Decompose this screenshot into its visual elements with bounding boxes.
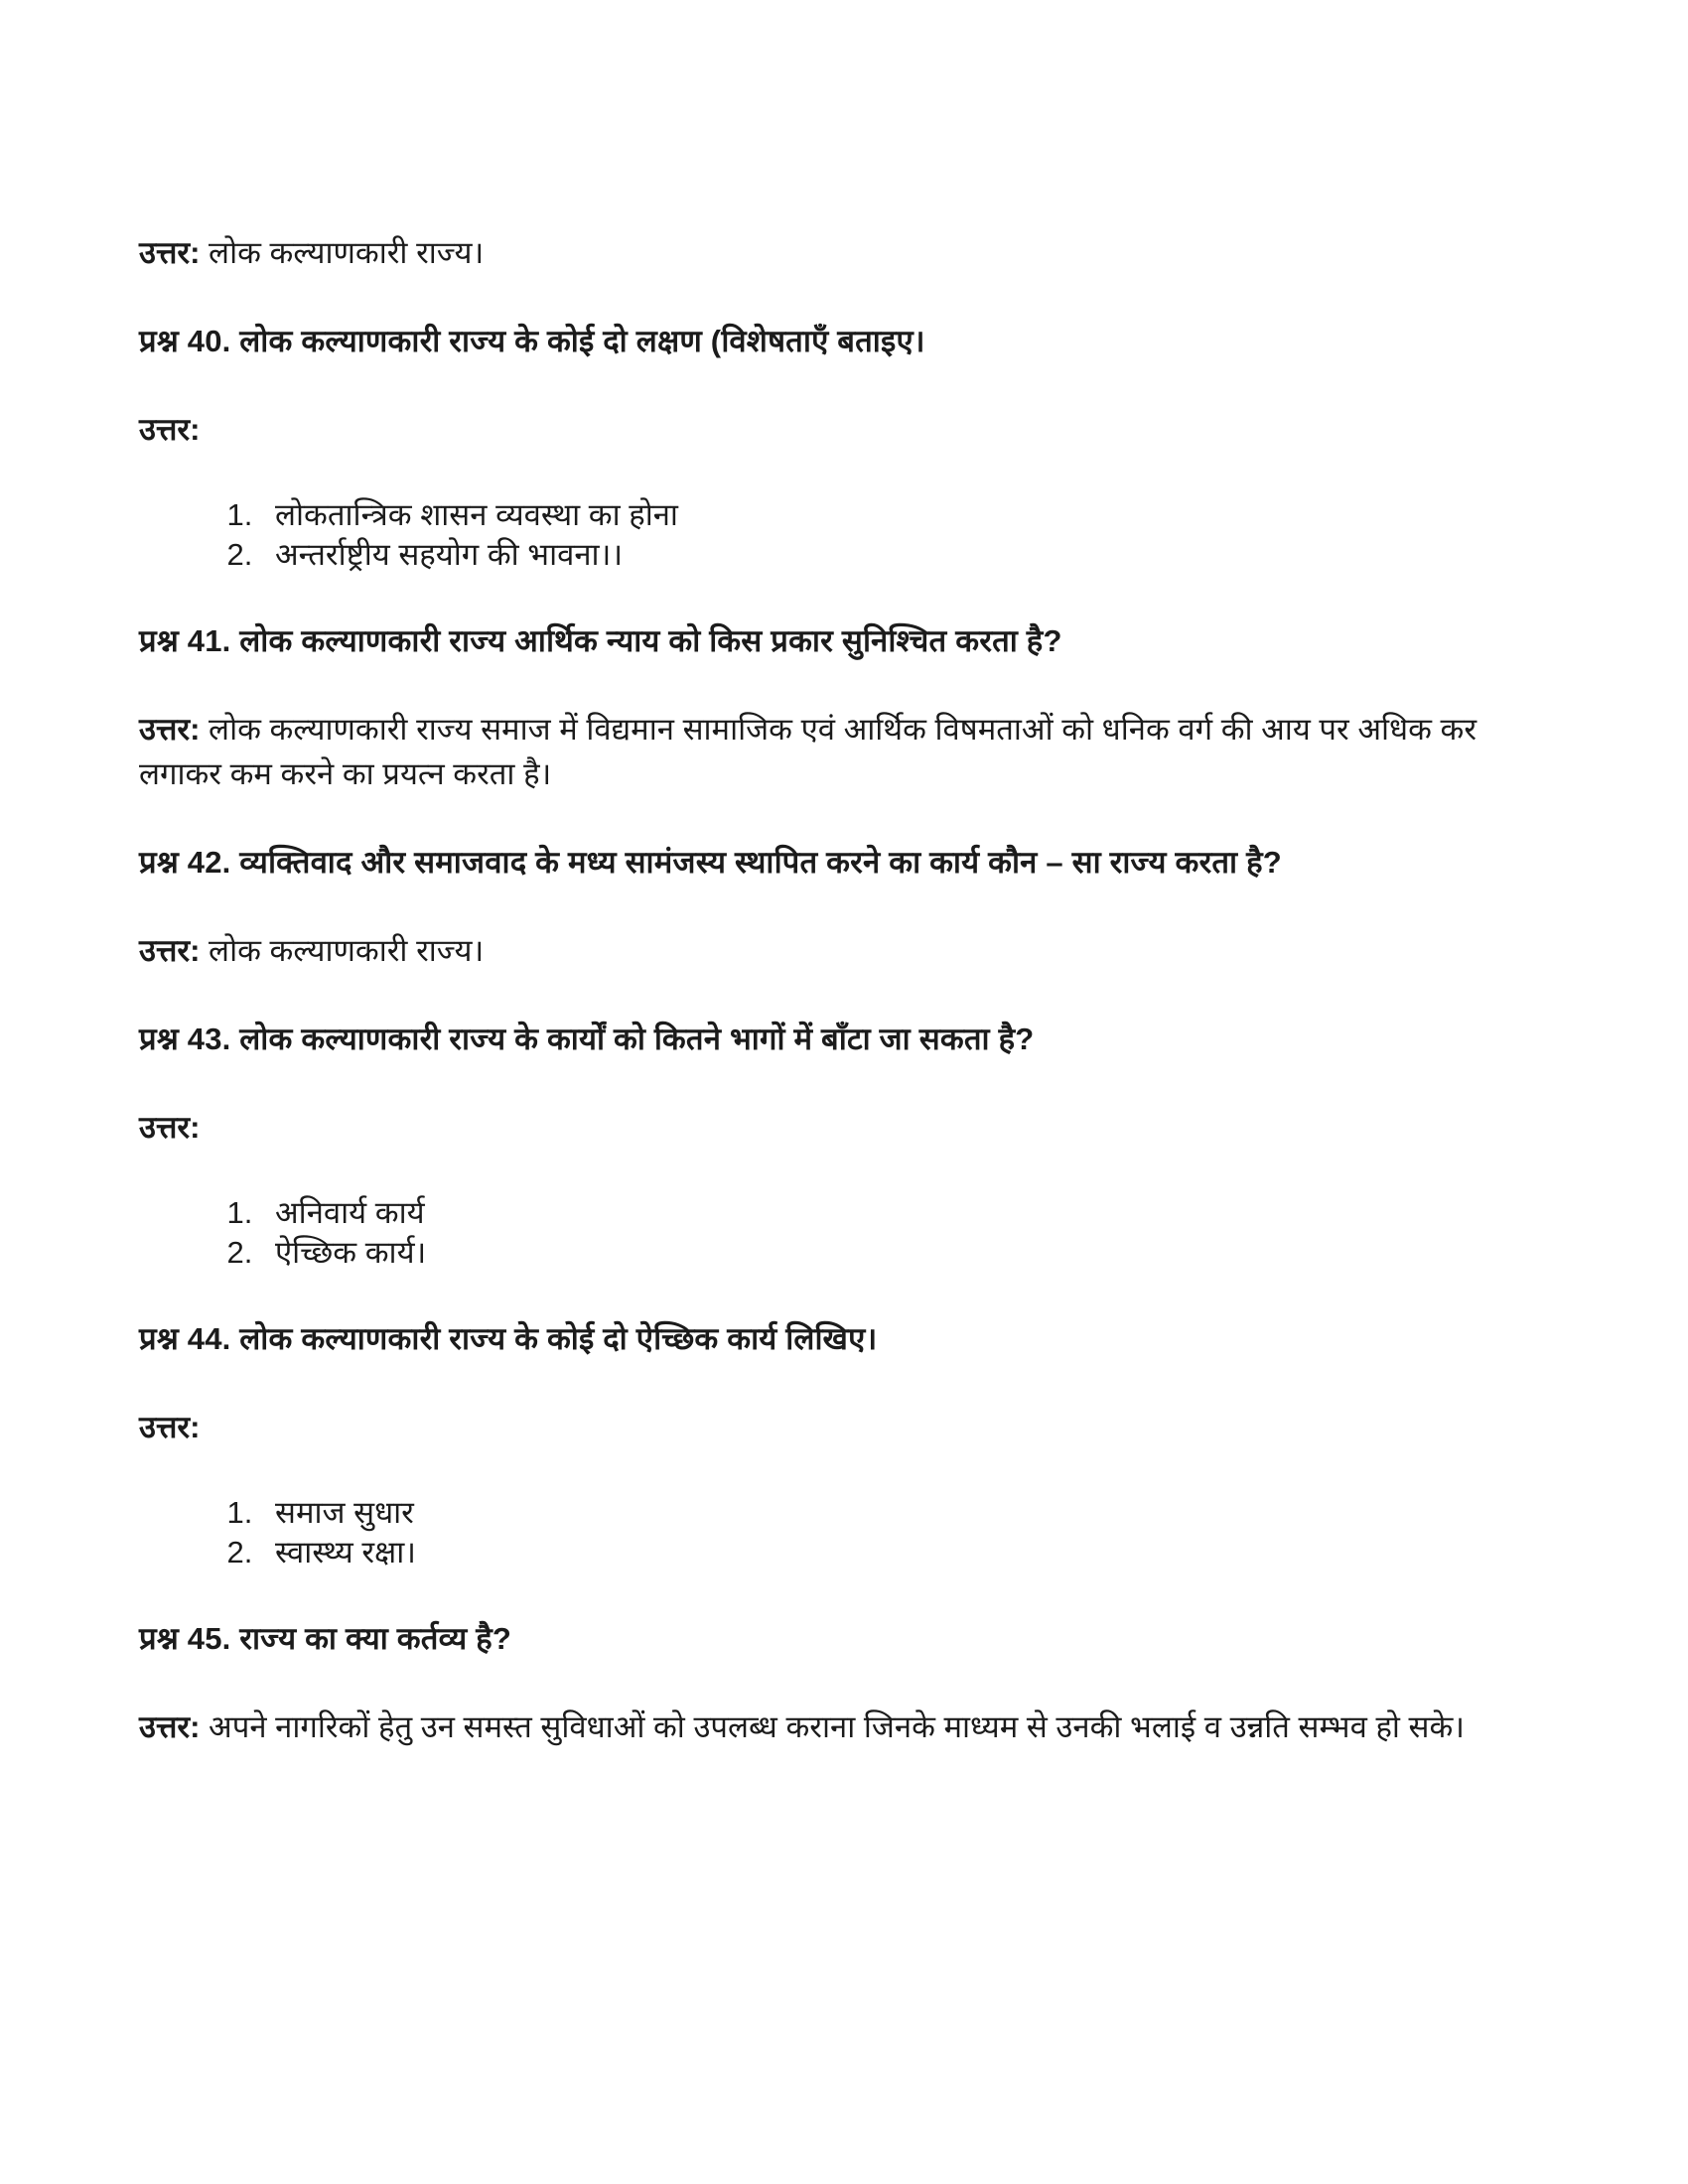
- answer-45-label: उत्तर:: [139, 1709, 201, 1744]
- answer-44-label: उत्तर:: [139, 1410, 201, 1444]
- answer-39-text: लोक कल्याणकारी राज्य।: [209, 235, 485, 270]
- answer-41: [139, 707, 1559, 796]
- answer-39: [139, 230, 1559, 275]
- question-44-heading: प्रश्न 44. लोक कल्याणकारी राज्य के कोई दो ऐच्छिक कार्य लिखिए।: [139, 1321, 878, 1356]
- answer-43-item-2: 2. ऐच्छिक कार्य।: [261, 1233, 1559, 1273]
- answer-44-list: [139, 1493, 1559, 1572]
- answer-43-item-1: 1. अनिवार्य कार्य: [261, 1193, 1559, 1233]
- question-43-heading: प्रश्न 43. लोक कल्याणकारी राज्य के कार्यों को कितने भागों में बाँटा जा सकता है?: [139, 1022, 1035, 1056]
- answer-40-item-1: 1. लोकतान्त्रिक शासन व्यवस्था का होना: [261, 495, 1559, 535]
- answer-40-label-row: [139, 407, 1559, 452]
- answer-42-label: उत्तर:: [139, 933, 201, 968]
- answer-44-item-1: 1. समाज सुधार: [261, 1493, 1559, 1533]
- answer-43-label-row: [139, 1105, 1559, 1150]
- answer-40-label: उत्तर:: [139, 412, 201, 447]
- question-42-heading: प्रश्न 42. व्यक्तिवाद और समाजवाद के मध्य सामंजस्य स्थापित करने का कार्य कौन – सा राज्य करता है?: [139, 845, 1282, 880]
- answer-40-list: [139, 495, 1559, 575]
- answer-42-text: लोक कल्याणकारी राज्य।: [209, 933, 485, 968]
- answer-43-list: [139, 1193, 1559, 1273]
- answer-41-text: लोक कल्याणकारी राज्य समाज में विद्यमान सामाजिक एवं आर्थिक विषमताओं को धनिक वर्ग की आय पर अधिक कर लगाकर कम करने का प्रयत्न करता है।: [139, 712, 1477, 791]
- answer-40-item-2: 2. अन्तर्राष्ट्रीय सहयोग की भावना।।: [261, 535, 1559, 575]
- answer-44-item-2: 2. स्वास्थ्य रक्षा।: [261, 1533, 1559, 1572]
- question-41-heading: प्रश्न 41. लोक कल्याणकारी राज्य आर्थिक न्याय को किस प्रकार सुनिश्चित करता है?: [139, 623, 1062, 658]
- question-40-heading: प्रश्न 40. लोक कल्याणकारी राज्य के कोई दो लक्षण (विशेषताएँ बताइए।: [139, 324, 925, 358]
- answer-42: [139, 928, 1559, 973]
- answer-43-label: उत्तर:: [139, 1110, 201, 1145]
- answer-45: [139, 1705, 1559, 1749]
- question-45-heading: प्रश्न 45. राज्य का क्या कर्तव्य है?: [139, 1621, 512, 1656]
- answer-45-text: अपने नागरिकों हेतु उन समस्त सुविधाओं को उपलब्ध कराना जिनके माध्यम से उनकी भलाई व उन्नति सम्भव हो सके।: [209, 1709, 1466, 1744]
- answer-41-label: उत्तर:: [139, 712, 201, 747]
- answer-39-label: उत्तर:: [139, 235, 201, 270]
- answer-44-label-row: [139, 1405, 1559, 1449]
